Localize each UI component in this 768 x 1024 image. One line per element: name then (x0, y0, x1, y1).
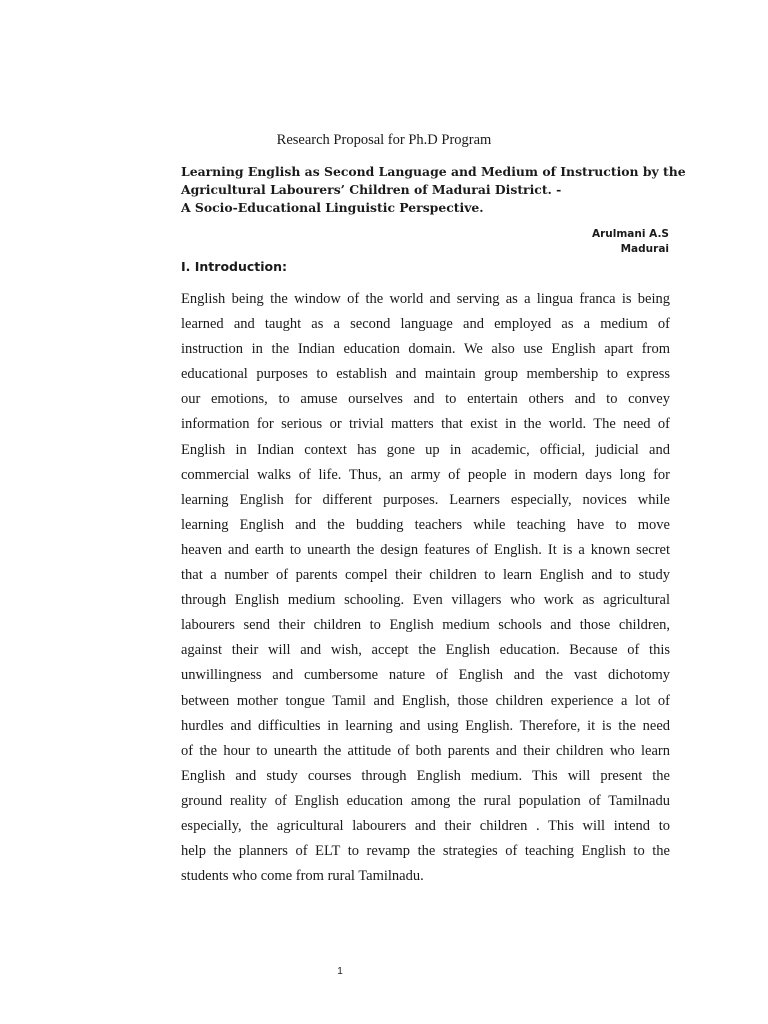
paragraph-line: learning English for different purposes. Learners especially, novices while (181, 491, 670, 508)
paragraph-line: through English medium schooling. Even villagers who work as agricultural (181, 592, 670, 609)
title-line: Learning English as Second Language and Medium of Instruction by the (181, 164, 686, 179)
paragraph-line: instruction in the Indian education domain. We also use English apart from (181, 341, 670, 358)
paragraph-line: learning English and the budding teachers while teaching have to move (181, 516, 670, 533)
paragraph-line: help the planners of ELT to revamp the strategies of teaching English to the (181, 843, 670, 860)
paragraph-line: educational purposes to establish and maintain group membership to express (181, 366, 670, 383)
paragraph-line: unwillingness and cumbersome nature of English and the vast dichotomy (181, 667, 670, 684)
author-name: Arulmani A.S (591, 228, 669, 240)
paragraph-line: information for serious or trivial matters that exist in the world. The need of (181, 416, 670, 433)
paragraph-line: that a number of parents compel their children to learn English and to study (181, 567, 670, 584)
document-title (181, 163, 686, 217)
title-line: Agricultural Labourers’ Children of Madurai District. - (181, 182, 562, 197)
author-block (592, 227, 669, 257)
paragraph-line: hurdles and difficulties in learning and using English. Therefore, it is the need (181, 717, 670, 734)
paragraph-line: heaven and earth to unearth the design features of English. It is a known secret (181, 541, 670, 558)
paragraph-line: English and study courses through English medium. This will present the (181, 767, 670, 784)
page-number: 1 (337, 966, 343, 977)
paragraph-line: labourers send their children to English medium schools and those children, (181, 617, 670, 634)
paragraph-line: commercial walks of life. Thus, an army of people in modern days long for (181, 466, 670, 483)
paragraph-line: learned and taught as a second language and employed as a medium of (181, 316, 670, 333)
body-paragraph (181, 287, 670, 889)
title-line: A Socio-Educational Linguistic Perspective. (181, 200, 484, 215)
paragraph-line: especially, the agricultural labourers and their children . This will intend to (181, 817, 670, 834)
author-place: Madurai (620, 243, 669, 255)
paragraph-line: ground reality of English education among the rural population of Tamilnadu (181, 792, 670, 809)
document-header: Research Proposal for Ph.D Program (276, 132, 492, 148)
paragraph-line: between mother tongue Tamil and English, those children experience a lot of (181, 692, 670, 709)
paragraph-line: students who come from rural Tamilnadu. (181, 868, 424, 885)
paragraph-line: of the hour to unearth the attitude of both parents and their children who learn (181, 742, 670, 759)
paragraph-line: our emotions, to amuse ourselves and to entertain others and to convey (181, 391, 670, 408)
paragraph-line: English being the window of the world and serving as a lingua franca is being (181, 291, 670, 307)
paragraph-line: English in Indian context has gone up in academic, official, judicial and (181, 441, 670, 458)
paragraph-line: against their will and wish, accept the English education. Because of this (181, 642, 670, 659)
section-heading: I. Introduction: (181, 259, 288, 274)
